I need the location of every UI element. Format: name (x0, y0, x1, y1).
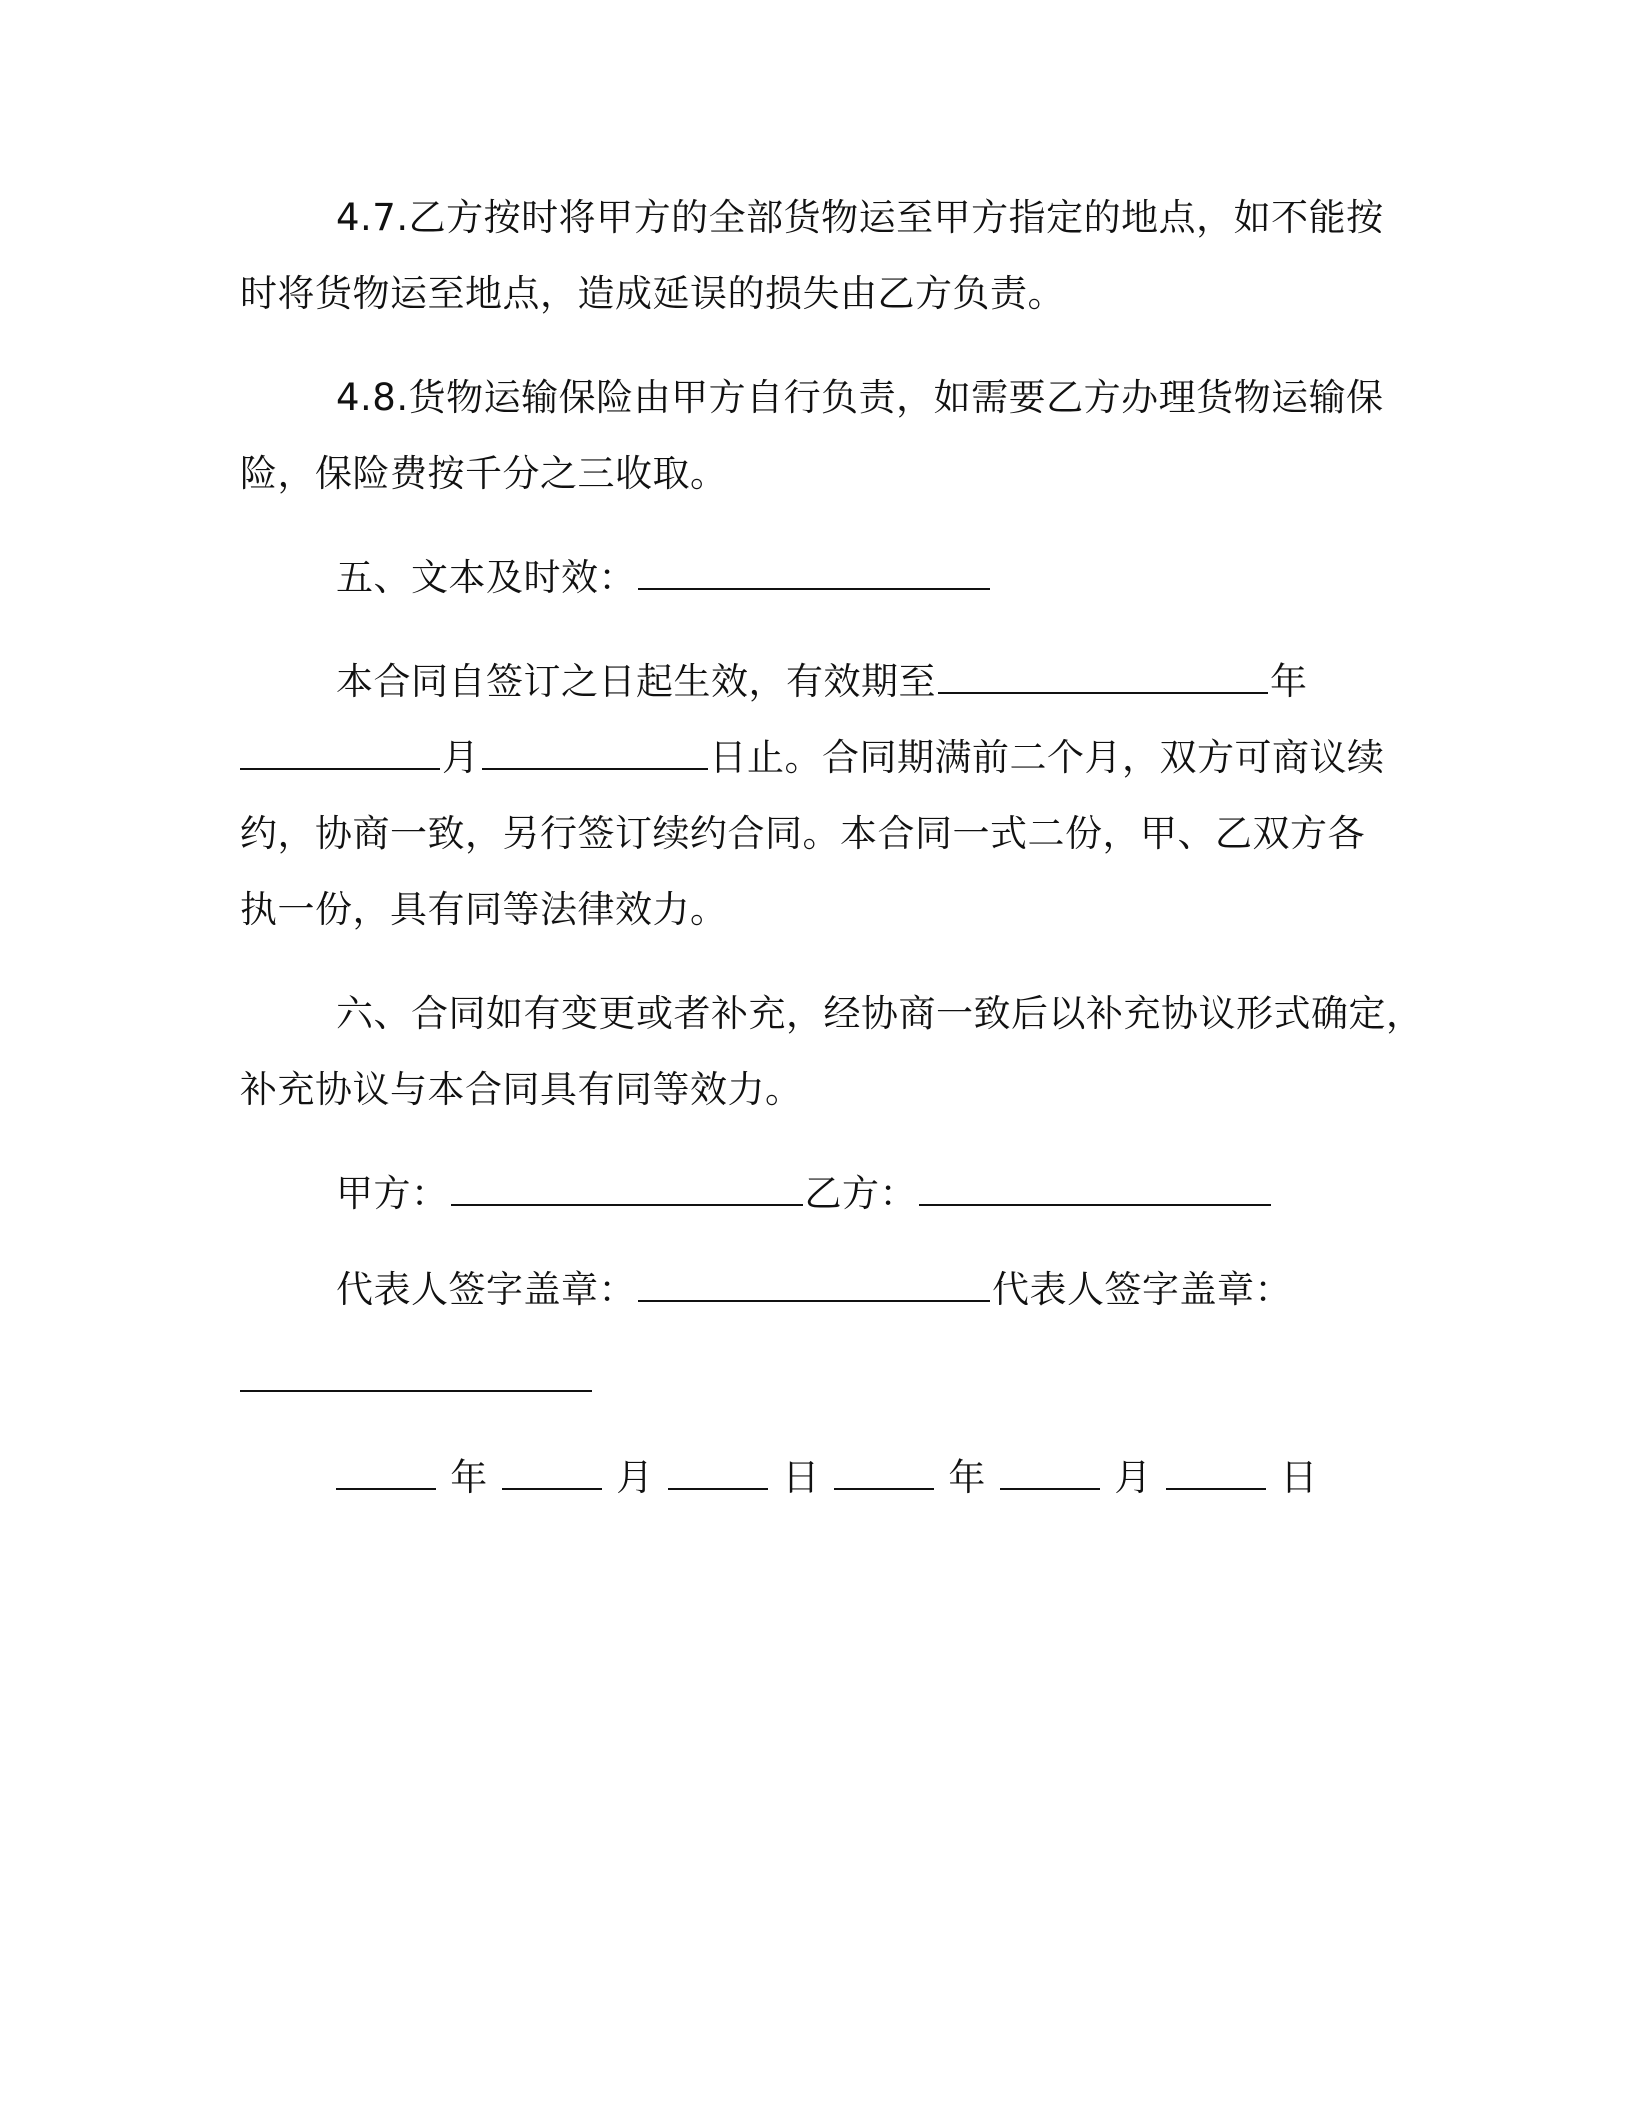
section-5-paragraph-line-2 (240, 734, 1385, 782)
party-b-label: 乙方： (804, 1172, 917, 1215)
parties-line (336, 1170, 1273, 1218)
party-b-month-label: 月 (1114, 1456, 1152, 1499)
month-label: 月 (442, 736, 480, 779)
party-a-year-blank[interactable] (336, 1458, 436, 1490)
year-label: 年 (1270, 660, 1308, 703)
representatives-line-2 (240, 1356, 594, 1404)
party-a-day-blank[interactable] (668, 1458, 768, 1490)
party-a-blank[interactable] (451, 1174, 803, 1206)
party-a-year-label: 年 (450, 1456, 488, 1499)
expiry-month-blank[interactable] (240, 738, 440, 770)
section-5-paragraph-line-4: 执一份，具有同等法律效力。 (240, 888, 728, 931)
rep-b-label: 代表人签字盖章： (992, 1268, 1292, 1311)
clause-4-8-line-2: 险，保险费按千分之三收取。 (240, 452, 728, 495)
party-b-year-label: 年 (948, 1456, 986, 1499)
section-6-line-1: 六、合同如有变更或者补充，经协商一致后以补充协议形式确定， (336, 992, 1424, 1035)
expiry-year-blank[interactable] (938, 662, 1268, 694)
clause-4-7-line-1: 4.7.乙方按时将甲方的全部货物运至甲方指定的地点，如不能按 (336, 196, 1384, 239)
party-b-year-blank[interactable] (834, 1458, 934, 1490)
party-b-day-blank[interactable] (1166, 1458, 1266, 1490)
text-validity-blank[interactable] (638, 558, 990, 590)
rep-a-blank[interactable] (638, 1270, 990, 1302)
party-b-day-label: 日 (1280, 1456, 1318, 1499)
section-6-line-2: 补充协议与本合同具有同等效力。 (240, 1068, 803, 1111)
party-b-blank[interactable] (919, 1174, 1271, 1206)
section-5-heading: 五、文本及时效： (336, 556, 636, 599)
party-a-month-label: 月 (616, 1456, 654, 1499)
rep-a-label: 代表人签字盖章： (336, 1268, 636, 1311)
representatives-line (336, 1266, 1292, 1314)
dates-line (336, 1454, 1318, 1502)
party-a-month-blank[interactable] (502, 1458, 602, 1490)
party-a-day-label: 日 (782, 1456, 820, 1499)
clause-4-8-line-1: 4.8.货物运输保险由甲方自行负责，如需要乙方办理货物运输保 (336, 376, 1384, 419)
effective-text: 本合同自签订之日起生效，有效期至 (336, 660, 936, 703)
rep-b-blank[interactable] (240, 1360, 592, 1392)
section-5-heading-line (336, 554, 992, 602)
section-5-paragraph-line-1 (336, 658, 1308, 706)
party-b-month-blank[interactable] (1000, 1458, 1100, 1490)
expiry-day-blank[interactable] (482, 738, 708, 770)
clause-4-7-line-2: 时将货物运至地点，造成延误的损失由乙方负责。 (240, 272, 1065, 315)
party-a-label: 甲方： (336, 1172, 449, 1215)
section-5-paragraph-line-3: 约，协商一致，另行签订续约合同。本合同一式二份，甲、乙双方各 (240, 812, 1365, 855)
renewal-text: 日止。合同期满前二个月，双方可商议续 (709, 736, 1385, 779)
